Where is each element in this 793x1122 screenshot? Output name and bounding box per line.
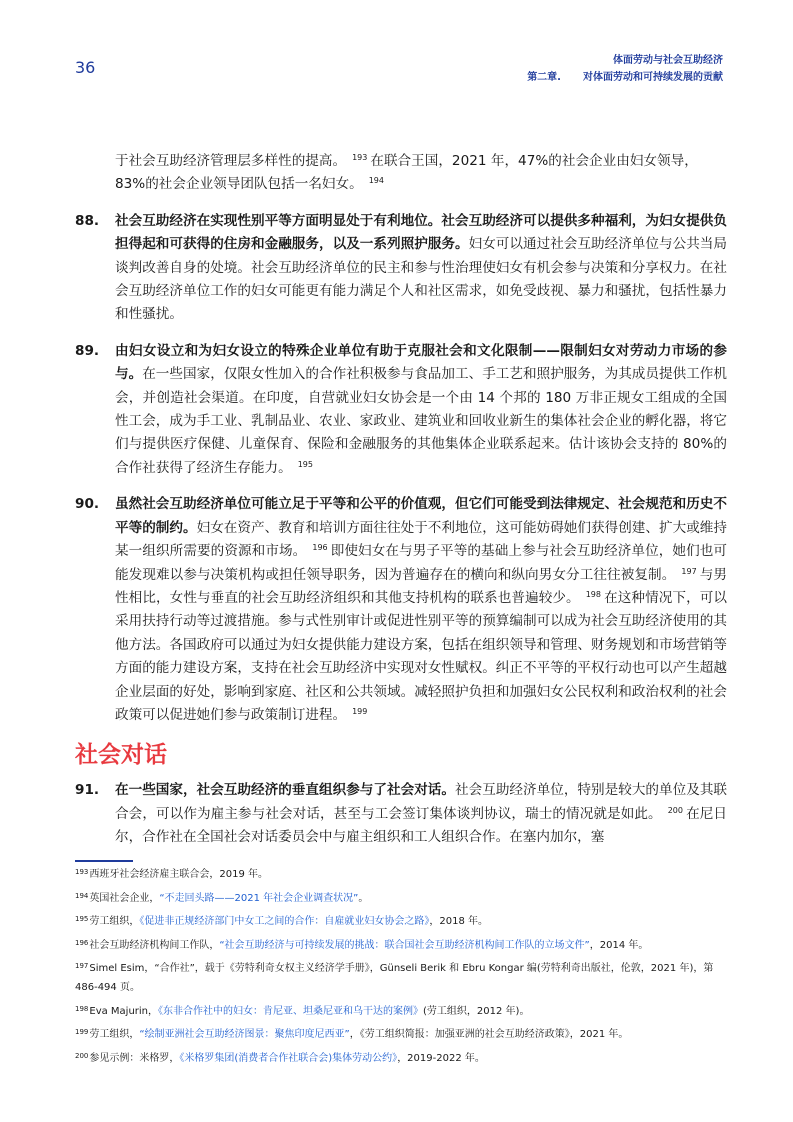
footnote-number: 196	[75, 938, 89, 947]
footnote-number: 198	[75, 1004, 89, 1013]
footnote-194	[75, 890, 735, 909]
section-heading: 社会对话	[75, 742, 167, 769]
paragraph-text: 在这种情况下，可以采用扶持行动等过渡措施。参与式性别审计或促进性别平等的预算编制可以成为社会互助经济使用的其他方法。各国政府可以通过为妇女提供能力建设方案，包括在组织领导和管理、财务规划和市场营销等方面的能力建设方案，支持在社会互助经济中实现对女性赋权。纠正不平等的平权行动也可以产生超越企业层面的好处，影响到家庭、社区和公共领域。减轻照护负担和加强妇女公民权利和政治权利的社会政策可以促进她们参与政策制订进程。	[115, 589, 728, 723]
footnote-196	[75, 937, 735, 956]
paragraph-lead: 在一些国家，社会互助经济的垂直组织参与了社会对话。	[115, 782, 456, 799]
paragraph-88	[75, 210, 727, 327]
paragraph-lead: 社会互助经济在实现性别平等方面明显处于有利地位。社会互助经济可以提供多种福利，为妇女提供负担得起和可获得的住房和金融服务，以及一系列照护服务。	[115, 212, 727, 253]
footnote-text: ，2018 年。	[429, 916, 489, 928]
footnote-195	[75, 913, 735, 932]
footnote-text: Simel Esim，“合作社”，载于《劳特利奇女权主义经济学手册》，Günseli Berik 和 Ebru Kongar 编(劳特利奇出版社，伦敦，2021 年)，第 486-494 页。	[75, 963, 714, 993]
footnote-number: 195	[75, 915, 89, 924]
footnote-text: Eva Majurin，	[89, 1005, 159, 1017]
footnote-number: 194	[75, 891, 89, 900]
footnote-text: 劳工组织，	[89, 1029, 140, 1041]
paragraph-text: 妇女可以通过社会互助经济单位与公共当局谈判改善自身的处境。社会互助经济单位的民主和参与性治理使妇女有机会参与决策和分享权力。在社会互助经济单位工作的妇女可能更有能力满足个人和社区需求，如免受歧视、暴力和骚扰，包括性暴力和性骚扰。	[115, 236, 728, 323]
footnote-199	[75, 1026, 735, 1045]
paragraph-number: 89.	[75, 342, 100, 359]
footnote-ref[interactable]: 197	[681, 566, 697, 576]
paragraph-text: 社会互助经济单位，特别是较大的单位及其联合会，可以作为雇主参与社会对话，甚至与工会签订集体谈判协议，瑞士的情况就是如此。	[115, 782, 728, 822]
footnote-198	[75, 1003, 735, 1022]
paragraph-89	[75, 340, 727, 480]
footnote-number: 193	[75, 868, 89, 876]
footnote-link[interactable]: “社会互助经济与可持续发展的挑战：联合国社会互助经济机构间工作队的立场文件”	[219, 939, 590, 951]
footnote-text: 社会互助经济机构间工作队，	[89, 939, 220, 951]
footnote-ref[interactable]: 200	[667, 805, 683, 815]
chapter-title: 对体面劳动和可持续发展的贡献	[583, 72, 723, 83]
paragraph-body	[115, 210, 727, 327]
footnote-divider	[75, 860, 133, 862]
continued-paragraph	[115, 150, 727, 197]
footnote-text: ，《劳工组织简报：加强亚洲的社会互助经济政策》，2021 年。	[349, 1029, 629, 1041]
footnote-text: ，2014 年。	[589, 939, 649, 951]
continued-text-1: 于社会互助经济管理层多样性的提高。	[115, 153, 347, 169]
paragraph-lead: 由妇女设立和为妇女设立的特殊企业单位有助于克服社会和文化限制——限制妇女对劳动力市场的参与。	[115, 342, 727, 383]
footnote-ref[interactable]: 196	[312, 543, 328, 553]
footnote-ref[interactable]: 193	[352, 153, 368, 162]
main-text	[75, 150, 727, 863]
footnote-text: (劳工组织，2012 年)。	[423, 1005, 530, 1017]
footnote-ref[interactable]: 198	[585, 589, 601, 599]
footnote-link[interactable]: 《促进非正规经济部门中女工之间的合作：自雇就业妇女协会之路》	[139, 916, 430, 928]
paragraph-number: 91.	[75, 782, 100, 799]
footnote-ref[interactable]: 199	[352, 706, 368, 716]
paragraph-text: 即使妇女在与男子平等的基础上参与社会互助经济单位，她们也可能发现难以参与决策机构或担任领导职务，因为普遍存在的横向和纵向男女分工往往被复制。	[115, 543, 728, 583]
paragraph-number: 90.	[75, 496, 100, 513]
footnote-link[interactable]: “不走回头路——2021 年社会企业调查状况”	[159, 892, 359, 904]
paragraph-91	[75, 779, 727, 849]
paragraph-text: 在尼日尔，合作社在全国社会对话委员会中与雇主组织和工人组织合作。在塞内加尔，塞	[115, 805, 728, 846]
footnote-text: 参见示例：米格罗，	[89, 1052, 180, 1064]
paragraph-text: 与男性相比，女性与垂直的社会互助经济组织和其他支持机构的联系也普遍较少。	[115, 566, 728, 606]
chapter-line	[527, 69, 723, 86]
footnotes	[75, 866, 735, 1073]
footnote-193	[75, 866, 735, 885]
running-head	[527, 52, 723, 86]
footnote-text: 。	[358, 892, 369, 904]
page-number: 36	[75, 58, 96, 77]
footnote-number: 200	[75, 1051, 89, 1060]
footnote-ref[interactable]: 194	[368, 176, 384, 186]
footnote-link[interactable]: 《东非合作社中的妇女：肯尼亚、坦桑尼亚和乌干达的案例》	[158, 1005, 424, 1017]
paragraph-90	[75, 493, 727, 727]
continued-text-2: 在联合王国，2021 年，47%的社会企业由妇女领导，83%的社会企业领导团队包括一名妇女。	[115, 153, 698, 193]
footnote-text: ，2019-2022 年。	[397, 1052, 485, 1064]
footnote-link[interactable]: “绘制亚洲社会互助经济图景：聚焦印度尼西亚”	[139, 1029, 350, 1041]
paragraph-number: 88.	[75, 212, 100, 229]
footnote-link[interactable]: 《米格罗集团(消费者合作社联合会)集体劳动公约》	[179, 1052, 398, 1064]
paragraph-body	[115, 493, 727, 727]
paragraph-text: 在一些国家，仅限女性加入的合作社积极参与食品加工、手工艺和照护服务，为其成员提供工作机会，并创造社会渠道。在印度，自营就业妇女协会是一个由 14 个邦的 180 万非正规女工组成的全国性工会，成为手工业、乳制品业、农业、家政业、建筑业和回收业新生的集体社会企业的孵化器，将它们与提供医疗保健、儿童保育、保险和金融服务的其他集体企业联系起来。估计该协会支持的 80%的合作社获得了经济生存能力。	[115, 366, 727, 476]
footnote-ref[interactable]: 195	[297, 459, 313, 469]
paragraph-body	[115, 340, 727, 480]
footnote-number: 197	[75, 962, 89, 971]
footnote-197	[75, 960, 735, 997]
chapter-label: 第二章.	[527, 72, 561, 83]
footnote-text: 劳工组织，	[89, 916, 140, 928]
paragraph-lead: 虽然社会互助经济单位可能立足于平等和公平的价值观，但它们可能受到法律规定、社会规范和历史不平等的制约。	[115, 496, 727, 536]
footnote-200	[75, 1050, 735, 1069]
footnote-text: 西班牙社会经济雇主联合会，2019 年。	[89, 869, 269, 880]
paragraph-body	[115, 779, 727, 849]
paragraph-text: 妇女在资产、教育和培训方面往往处于不利地位，这可能妨碍她们获得创建、扩大或维持某一组织所需要的资源和市场。	[115, 519, 728, 560]
footnote-number: 199	[75, 1028, 89, 1037]
document-title: 体面劳动与社会互助经济	[613, 55, 723, 66]
footnote-text: 英国社会企业，	[89, 892, 160, 904]
